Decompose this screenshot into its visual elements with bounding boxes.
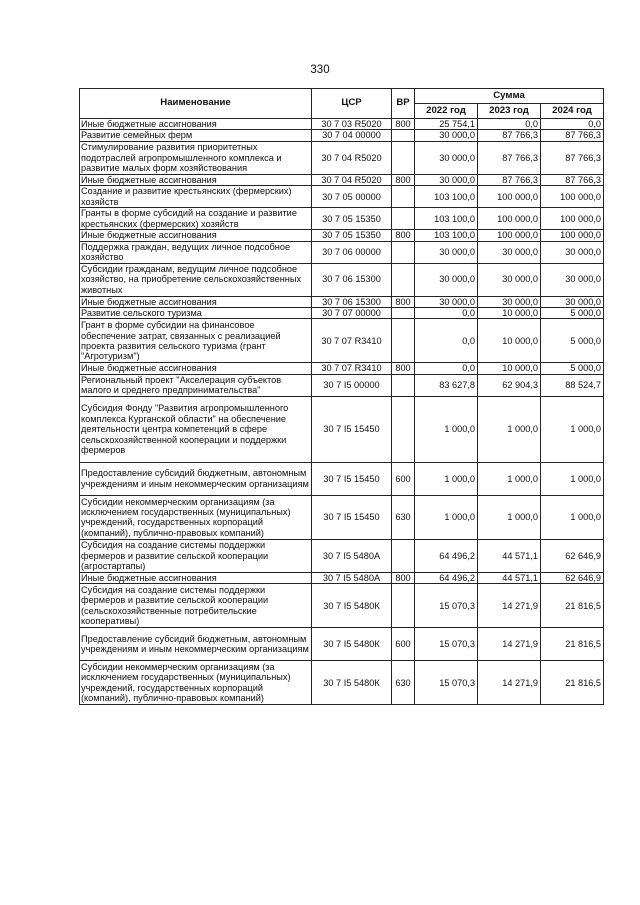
cell-2022: 15 070,3 bbox=[415, 584, 478, 628]
cell-2024: 21 816,5 bbox=[541, 661, 604, 705]
cell-2023: 10 000,0 bbox=[478, 363, 541, 374]
cell-csr: 30 7 07 R3410 bbox=[312, 363, 392, 374]
cell-name: Иные бюджетные ассигнования bbox=[80, 119, 312, 130]
header-year-2022: 2022 год bbox=[415, 104, 478, 119]
cell-vr: 800 bbox=[392, 572, 415, 583]
cell-csr: 30 7 03 R5020 bbox=[312, 119, 392, 130]
cell-vr bbox=[392, 186, 415, 208]
header-year-2024: 2024 год bbox=[541, 104, 604, 119]
cell-vr: 600 bbox=[392, 628, 415, 661]
cell-2024: 87 766,3 bbox=[541, 174, 604, 185]
cell-vr: 600 bbox=[392, 462, 415, 495]
cell-2022: 0,0 bbox=[415, 319, 478, 363]
cell-vr: 800 bbox=[392, 230, 415, 241]
cell-name: Субсидии гражданам, ведущим личное подсобное хозяйство, на приобретение сельскохозяйственных животных bbox=[80, 263, 312, 296]
cell-csr: 30 7 I5 5480К bbox=[312, 661, 392, 705]
cell-csr: 30 7 I5 00000 bbox=[312, 374, 392, 396]
cell-vr bbox=[392, 319, 415, 363]
cell-2024: 0,0 bbox=[541, 119, 604, 130]
cell-2022: 64 496,2 bbox=[415, 539, 478, 572]
cell-csr: 30 7 I5 5480А bbox=[312, 572, 392, 583]
cell-csr: 30 7 I5 5480А bbox=[312, 539, 392, 572]
header-sum: Сумма bbox=[415, 89, 604, 104]
cell-2022: 30 000,0 bbox=[415, 141, 478, 174]
cell-2023: 14 271,9 bbox=[478, 628, 541, 661]
cell-2024: 21 816,5 bbox=[541, 628, 604, 661]
cell-name: Грант в форме субсидии на финансовое обеспечение затрат, связанных с реализацией проекта развития сельского туризма (грант "Агротуризм") bbox=[80, 319, 312, 363]
cell-vr bbox=[392, 208, 415, 230]
cell-2023: 14 271,9 bbox=[478, 584, 541, 628]
cell-vr bbox=[392, 263, 415, 296]
cell-vr bbox=[392, 396, 415, 462]
table-row bbox=[80, 186, 604, 208]
cell-2023: 1 000,0 bbox=[478, 396, 541, 462]
cell-name: Создание и развитие крестьянских (фермерских) хозяйств bbox=[80, 186, 312, 208]
table-row bbox=[80, 462, 604, 495]
header-name: Наименование bbox=[80, 89, 312, 119]
cell-name: Иные бюджетные ассигнования bbox=[80, 572, 312, 583]
table-row bbox=[80, 396, 604, 462]
cell-2022: 103 100,0 bbox=[415, 186, 478, 208]
cell-2023: 30 000,0 bbox=[478, 241, 541, 263]
cell-2023: 44 571,1 bbox=[478, 572, 541, 583]
cell-name: Стимулирование развития приоритетных подотраслей агропромышленного комплекса и развитие малых форм хозяйствования bbox=[80, 141, 312, 174]
cell-csr: 30 7 06 15300 bbox=[312, 296, 392, 307]
cell-name: Региональный проект "Акселерация субъектов малого и среднего предпринимательства" bbox=[80, 374, 312, 396]
cell-name: Субсидия на создание системы поддержки фермеров и развитие сельской кооперации (агростартапы) bbox=[80, 539, 312, 572]
cell-2023: 44 571,1 bbox=[478, 539, 541, 572]
cell-vr: 800 bbox=[392, 363, 415, 374]
cell-name: Иные бюджетные ассигнования bbox=[80, 174, 312, 185]
cell-csr: 30 7 07 00000 bbox=[312, 308, 392, 319]
cell-2022: 30 000,0 bbox=[415, 296, 478, 307]
table-row bbox=[80, 208, 604, 230]
cell-vr bbox=[392, 539, 415, 572]
table-row bbox=[80, 628, 604, 661]
cell-csr: 30 7 07 R3410 bbox=[312, 319, 392, 363]
table-row bbox=[80, 174, 604, 185]
cell-2023: 0,0 bbox=[478, 119, 541, 130]
cell-2022: 83 627,8 bbox=[415, 374, 478, 396]
cell-2024: 62 646,9 bbox=[541, 572, 604, 583]
table-row bbox=[80, 661, 604, 705]
header-csr: ЦСР bbox=[312, 89, 392, 119]
table-row bbox=[80, 374, 604, 396]
cell-2024: 5 000,0 bbox=[541, 319, 604, 363]
cell-csr: 30 7 I5 15450 bbox=[312, 462, 392, 495]
cell-2022: 30 000,0 bbox=[415, 174, 478, 185]
table-row bbox=[80, 363, 604, 374]
cell-2024: 62 646,9 bbox=[541, 539, 604, 572]
table-header-row bbox=[80, 89, 604, 104]
cell-vr: 800 bbox=[392, 174, 415, 185]
cell-2023: 87 766,3 bbox=[478, 130, 541, 141]
cell-2022: 1 000,0 bbox=[415, 462, 478, 495]
cell-csr: 30 7 05 15350 bbox=[312, 230, 392, 241]
table-row bbox=[80, 230, 604, 241]
cell-2024: 87 766,3 bbox=[541, 130, 604, 141]
cell-2023: 10 000,0 bbox=[478, 319, 541, 363]
table-row bbox=[80, 296, 604, 307]
cell-vr: 800 bbox=[392, 119, 415, 130]
cell-2022: 30 000,0 bbox=[415, 241, 478, 263]
table-row bbox=[80, 539, 604, 572]
cell-csr: 30 7 04 R5020 bbox=[312, 141, 392, 174]
cell-2023: 62 904,3 bbox=[478, 374, 541, 396]
cell-name: Субсидии некоммерческим организациям (за исключением государственных (муниципальных) учреждений, государственных корпораций (компаний), публично-правовых компаний) bbox=[80, 661, 312, 705]
table-row bbox=[80, 141, 604, 174]
cell-name: Гранты в форме субсидий на создание и развитие крестьянских (фермерских) хозяйств bbox=[80, 208, 312, 230]
cell-vr: 800 bbox=[392, 296, 415, 307]
cell-2024: 100 000,0 bbox=[541, 186, 604, 208]
cell-2024: 88 524,7 bbox=[541, 374, 604, 396]
cell-vr bbox=[392, 241, 415, 263]
cell-vr bbox=[392, 130, 415, 141]
cell-2023: 10 000,0 bbox=[478, 308, 541, 319]
cell-2024: 1 000,0 bbox=[541, 462, 604, 495]
cell-csr: 30 7 05 00000 bbox=[312, 186, 392, 208]
table-row bbox=[80, 308, 604, 319]
table-row bbox=[80, 495, 604, 539]
header-vr: ВР bbox=[392, 89, 415, 119]
table-body bbox=[80, 119, 604, 705]
table-row bbox=[80, 584, 604, 628]
header-year-2023: 2023 год bbox=[478, 104, 541, 119]
cell-2022: 30 000,0 bbox=[415, 130, 478, 141]
cell-name: Предоставление субсидий бюджетным, автономным учреждениям и иным некоммерческим организациям bbox=[80, 462, 312, 495]
cell-vr bbox=[392, 584, 415, 628]
cell-vr bbox=[392, 374, 415, 396]
table-row bbox=[80, 119, 604, 130]
cell-2022: 15 070,3 bbox=[415, 661, 478, 705]
cell-2023: 30 000,0 bbox=[478, 263, 541, 296]
cell-2024: 100 000,0 bbox=[541, 230, 604, 241]
cell-2022: 25 754,1 bbox=[415, 119, 478, 130]
table-row bbox=[80, 263, 604, 296]
cell-2024: 1 000,0 bbox=[541, 396, 604, 462]
cell-name: Субсидия Фонду "Развития агропромышленного комплекса Курганской области" на обеспечение деятельности центра компетенций в сфере сельскохозяйственной кооперации и поддержки фермеров bbox=[80, 396, 312, 462]
cell-name: Иные бюджетные ассигнования bbox=[80, 296, 312, 307]
cell-name: Развитие сельского туризма bbox=[80, 308, 312, 319]
cell-vr bbox=[392, 308, 415, 319]
cell-2022: 15 070,3 bbox=[415, 628, 478, 661]
table-row bbox=[80, 241, 604, 263]
cell-2022: 0,0 bbox=[415, 363, 478, 374]
cell-2024: 30 000,0 bbox=[541, 296, 604, 307]
cell-vr: 630 bbox=[392, 661, 415, 705]
cell-csr: 30 7 I5 5480К bbox=[312, 628, 392, 661]
cell-2023: 14 271,9 bbox=[478, 661, 541, 705]
cell-2024: 87 766,3 bbox=[541, 141, 604, 174]
cell-name: Предоставление субсидий бюджетным, автономным учреждениям и иным некоммерческим организациям bbox=[80, 628, 312, 661]
cell-2024: 30 000,0 bbox=[541, 241, 604, 263]
cell-2023: 30 000,0 bbox=[478, 296, 541, 307]
cell-2023: 1 000,0 bbox=[478, 462, 541, 495]
cell-2024: 100 000,0 bbox=[541, 208, 604, 230]
cell-2022: 1 000,0 bbox=[415, 495, 478, 539]
budget-table bbox=[79, 88, 604, 705]
cell-vr: 630 bbox=[392, 495, 415, 539]
cell-2022: 64 496,2 bbox=[415, 572, 478, 583]
cell-csr: 30 7 05 15350 bbox=[312, 208, 392, 230]
cell-name: Субсидии некоммерческим организациям (за исключением государственных (муниципальных) учреждений, государственных корпораций (компаний), публично-правовых компаний) bbox=[80, 495, 312, 539]
cell-vr bbox=[392, 141, 415, 174]
cell-2024: 1 000,0 bbox=[541, 495, 604, 539]
cell-name: Иные бюджетные ассигнования bbox=[80, 230, 312, 241]
cell-csr: 30 7 I5 5480К bbox=[312, 584, 392, 628]
cell-2023: 1 000,0 bbox=[478, 495, 541, 539]
cell-csr: 30 7 06 15300 bbox=[312, 263, 392, 296]
cell-2023: 87 766,3 bbox=[478, 174, 541, 185]
page-number: 330 bbox=[310, 64, 330, 76]
cell-csr: 30 7 04 R5020 bbox=[312, 174, 392, 185]
cell-csr: 30 7 I5 15450 bbox=[312, 495, 392, 539]
cell-2023: 87 766,3 bbox=[478, 141, 541, 174]
cell-2022: 103 100,0 bbox=[415, 230, 478, 241]
cell-2024: 5 000,0 bbox=[541, 363, 604, 374]
cell-2024: 21 816,5 bbox=[541, 584, 604, 628]
cell-2023: 100 000,0 bbox=[478, 208, 541, 230]
table-row bbox=[80, 319, 604, 363]
cell-2022: 30 000,0 bbox=[415, 263, 478, 296]
cell-2022: 0,0 bbox=[415, 308, 478, 319]
cell-2024: 30 000,0 bbox=[541, 263, 604, 296]
cell-2022: 1 000,0 bbox=[415, 396, 478, 462]
cell-name: Развитие семейных ферм bbox=[80, 130, 312, 141]
cell-2022: 103 100,0 bbox=[415, 208, 478, 230]
table-row bbox=[80, 130, 604, 141]
cell-csr: 30 7 06 00000 bbox=[312, 241, 392, 263]
cell-csr: 30 7 I5 15450 bbox=[312, 396, 392, 462]
cell-name: Поддержка граждан, ведущих личное подсобное хозяйство bbox=[80, 241, 312, 263]
cell-2024: 5 000,0 bbox=[541, 308, 604, 319]
cell-csr: 30 7 04 00000 bbox=[312, 130, 392, 141]
cell-2023: 100 000,0 bbox=[478, 186, 541, 208]
table-row bbox=[80, 572, 604, 583]
cell-name: Субсидия на создание системы поддержки фермеров и развитие сельской кооперации (сельскохозяйственные потребительские кооперативы) bbox=[80, 584, 312, 628]
cell-name: Иные бюджетные ассигнования bbox=[80, 363, 312, 374]
cell-2023: 100 000,0 bbox=[478, 230, 541, 241]
